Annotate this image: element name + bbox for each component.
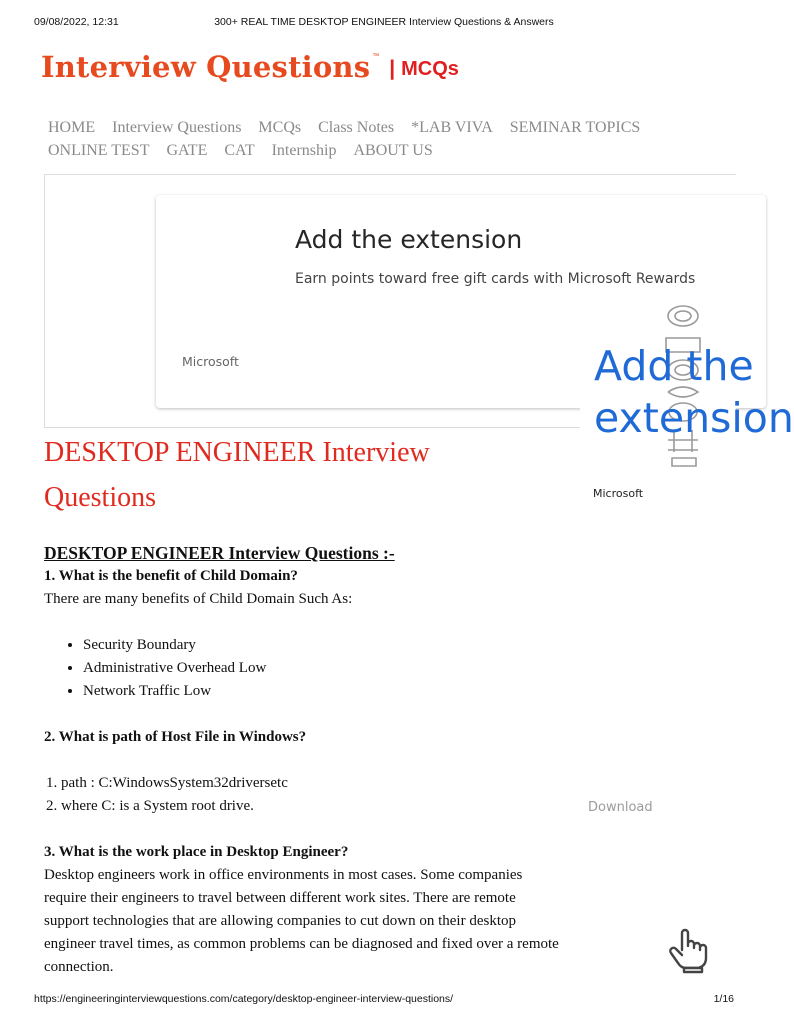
- nav-item-lab-viva[interactable]: *LAB VIVA: [411, 119, 493, 136]
- article-heading: DESKTOP ENGINEER Interview Questions :-: [44, 543, 395, 563]
- spacer: [44, 749, 564, 772]
- logo-mcqs-text: MCQs: [401, 58, 459, 80]
- site-logo[interactable]: [41, 50, 459, 84]
- question-1: 1. What is the benefit of Child Domain?: [44, 568, 298, 584]
- nav-item-class-notes[interactable]: Class Notes: [318, 119, 395, 136]
- spacer: [44, 611, 564, 634]
- logo-trademark: ™: [372, 53, 380, 60]
- nav-item-about-us[interactable]: ABOUT US: [353, 142, 433, 159]
- article-content: [44, 541, 564, 979]
- main-navigation: [48, 116, 688, 162]
- print-timestamp: 09/08/2022, 12:31: [34, 16, 119, 28]
- print-page-number: 1/16: [713, 993, 734, 1005]
- ad-body-text: Earn points toward free gift cards with Microsoft Rewards: [295, 271, 696, 287]
- list-item: • Administrative Overhead Low: [83, 657, 564, 680]
- nav-item-online-test[interactable]: ONLINE TEST: [48, 142, 150, 159]
- answer-3: Desktop engineers work in office environments in most cases. Some companies require their engineers to travel between different work sites. There are remote support technologies that are allowing companies to cut down on their desktop engineer travel times, as common problems can be diagnosed and fixed over a remote connection.: [44, 867, 559, 975]
- question-3: 3. What is the work place in Desktop Engineer?: [44, 844, 349, 860]
- ad-side-headline: [594, 340, 794, 444]
- nav-item-seminar-topics[interactable]: SEMINAR TOPICS: [509, 119, 641, 136]
- pointing-hand-icon[interactable]: [664, 926, 712, 974]
- nav-item-gate[interactable]: GATE: [166, 142, 208, 159]
- answer-1-intro: There are many benefits of Child Domain Such As:: [44, 591, 353, 607]
- answer-1-list: [44, 634, 564, 703]
- ad-side-line-2: extension: [594, 394, 794, 442]
- answer-2-list: [44, 772, 564, 818]
- nav-item-mcqs[interactable]: MCQs: [258, 119, 302, 136]
- print-url: https://engineeringinterviewquestions.com/category/desktop-engineer-interview-questions/: [34, 993, 454, 1005]
- question-2: 2. What is path of Host File in Windows?: [44, 729, 307, 745]
- list-item: • Security Boundary: [83, 634, 564, 657]
- ad-side-image[interactable]: [580, 296, 794, 472]
- nav-item-cat[interactable]: CAT: [224, 142, 255, 159]
- spacer: [44, 818, 564, 841]
- spacer: [44, 703, 564, 726]
- list-item: 2. where C: is a System root drive.: [61, 795, 564, 818]
- logo-main-text: Interview Questions: [41, 50, 371, 84]
- nav-item-internship[interactable]: Internship: [271, 142, 337, 159]
- list-item: 1. path : C:WindowsSystem32driversetc: [61, 772, 564, 795]
- ad-download-link[interactable]: Download: [588, 800, 653, 815]
- page-title: DESKTOP ENGINEER Interview Questions: [44, 437, 430, 513]
- ad-headline: Add the extension: [295, 225, 523, 254]
- ad-brand: Microsoft: [182, 354, 239, 369]
- logo-separator: |: [389, 57, 396, 80]
- nav-item-interview-questions[interactable]: Interview Questions: [112, 119, 242, 136]
- ad-side-line-1: Add the: [594, 342, 754, 390]
- print-document-title: 300+ REAL TIME DESKTOP ENGINEER Interview Questions & Answers: [214, 16, 554, 28]
- nav-item-home[interactable]: HOME: [48, 119, 96, 136]
- ad-side-brand: Microsoft: [593, 487, 644, 500]
- list-item: • Network Traffic Low: [83, 680, 564, 703]
- print-header: [0, 16, 768, 30]
